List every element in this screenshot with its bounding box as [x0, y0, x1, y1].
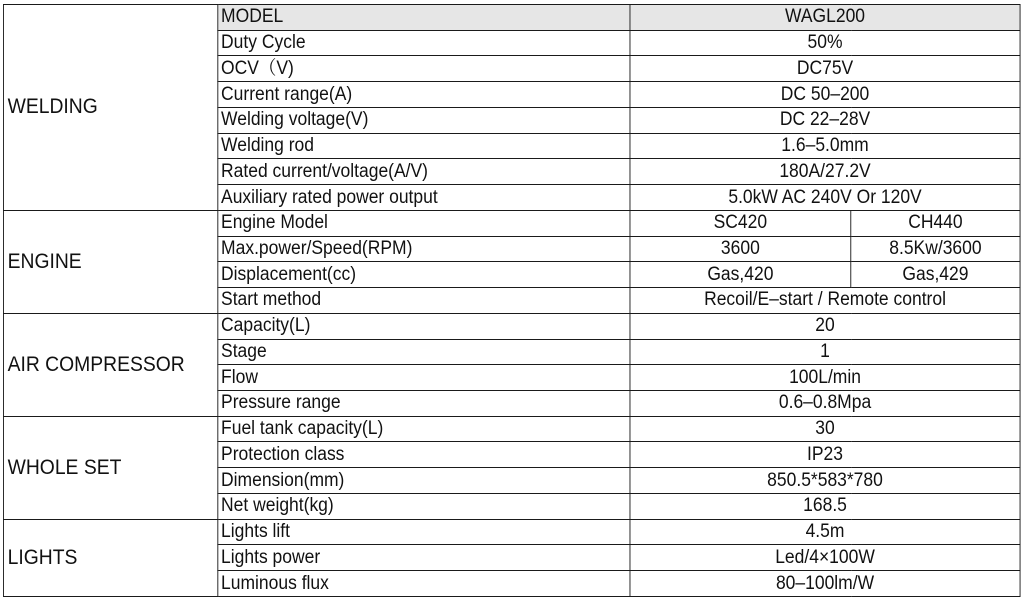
- value-cell: 180A/27.2V: [630, 159, 1020, 185]
- value-cell: 168.5: [630, 493, 1020, 519]
- param-cell: Flow: [218, 365, 630, 391]
- param-cell: Lights power: [218, 545, 630, 571]
- value-cell: 0.6–0.8Mpa: [630, 391, 1020, 417]
- value-cell: 80–100lm/W: [630, 571, 1020, 597]
- param-cell: OCV（V): [218, 56, 630, 82]
- section-engine: ENGINE: [3, 210, 217, 313]
- param-cell: Capacity(L): [218, 313, 630, 339]
- value-cell-b: CH440: [851, 210, 1020, 236]
- param-cell: Fuel tank capacity(L): [218, 416, 630, 442]
- param-cell: Pressure range: [218, 391, 630, 417]
- value-cell: 5.0kW AC 240V Or 120V: [630, 185, 1020, 211]
- section-welding: WELDING: [3, 5, 217, 211]
- param-cell: Protection class: [218, 442, 630, 468]
- param-cell: Luminous flux: [218, 571, 630, 597]
- table-row: [3, 519, 1020, 545]
- table-row: [3, 210, 1020, 236]
- value-cell-b: 8.5Kw/3600: [851, 236, 1020, 262]
- model-label: MODEL: [218, 5, 630, 31]
- param-cell: Welding voltage(V): [218, 107, 630, 133]
- param-cell: Duty Cycle: [218, 30, 630, 56]
- value-cell: 100L/min: [630, 365, 1020, 391]
- param-cell: Start method: [218, 288, 630, 314]
- param-cell: Welding rod: [218, 133, 630, 159]
- model-value: WAGL200: [630, 5, 1020, 31]
- value-cell: DC 22–28V: [630, 107, 1020, 133]
- param-cell: Stage: [218, 339, 630, 365]
- value-cell: DC75V: [630, 56, 1020, 82]
- param-cell: Engine Model: [218, 210, 630, 236]
- spec-table: [3, 4, 1021, 597]
- value-cell-a: SC420: [630, 210, 851, 236]
- param-cell: Lights lift: [218, 519, 630, 545]
- value-cell-a: Gas,420: [630, 262, 851, 288]
- table-row: [3, 5, 1020, 31]
- value-cell: 1: [630, 339, 1020, 365]
- value-cell: 4.5m: [630, 519, 1020, 545]
- section-air-compressor: AIR COMPRESSOR: [3, 313, 217, 416]
- param-cell: Max.power/Speed(RPM): [218, 236, 630, 262]
- param-cell: Net weight(kg): [218, 493, 630, 519]
- section-whole-set: WHOLE SET: [3, 416, 217, 519]
- value-cell: IP23: [630, 442, 1020, 468]
- value-cell-a: 3600: [630, 236, 851, 262]
- param-cell: Displacement(cc): [218, 262, 630, 288]
- value-cell: 1.6–5.0mm: [630, 133, 1020, 159]
- param-cell: Rated current/voltage(A/V): [218, 159, 630, 185]
- param-cell: Dimension(mm): [218, 468, 630, 494]
- value-cell-b: Gas,429: [851, 262, 1020, 288]
- value-cell: 20: [630, 313, 1020, 339]
- param-cell: Current range(A): [218, 82, 630, 108]
- value-cell: DC 50–200: [630, 82, 1020, 108]
- table-row: [3, 416, 1020, 442]
- value-cell: Recoil/E–start / Remote control: [630, 288, 1020, 314]
- value-cell: Led/4×100W: [630, 545, 1020, 571]
- section-lights: LIGHTS: [3, 519, 217, 596]
- value-cell: 50%: [630, 30, 1020, 56]
- param-cell: Auxiliary rated power output: [218, 185, 630, 211]
- value-cell: 30: [630, 416, 1020, 442]
- value-cell: 850.5*583*780: [630, 468, 1020, 494]
- table-row: [3, 313, 1020, 339]
